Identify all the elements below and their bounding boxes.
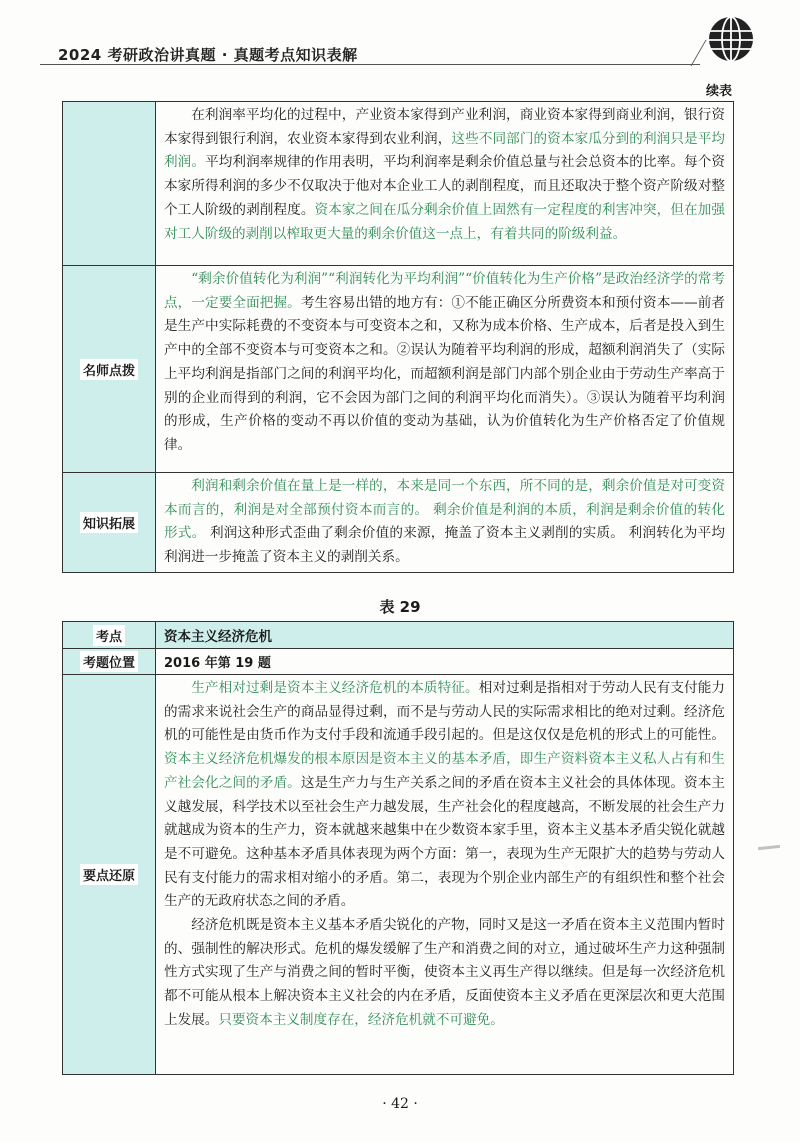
table-row: [63, 473, 734, 573]
highlighted-text: 生产相对过剩是资本主义经济危机的本质特征。: [191, 680, 479, 696]
body-text: 经济危机既是资本主义基本矛盾尖锐化的产物，同时又是这一矛盾在资本主义范围内暂时的、强制性的解决形式。危机的爆发缓解了生产和消费之间的对立，通过破坏生产力这种强制性方式实现了生产与消费之间的暂时平衡，使资本主义再生产得以继续。但是每一次经济危机都不可能从根本上解决资本主义社会的内在矛盾，反面使资本主义矛盾在更深层次和更大范围上发展。: [164, 917, 725, 1028]
row-label: 考题位置: [63, 649, 156, 675]
header-title: 2024 考研政治讲真题 · 真题考点知识表解: [58, 46, 358, 64]
highlighted-text: 这些不同部门的资本家瓜分到的利润只是平均利润。: [164, 130, 726, 171]
row-label-empty: [63, 102, 156, 266]
knowledge-extension-text: [156, 473, 734, 573]
header-rule-slant: [690, 40, 706, 66]
continued-label: 续表: [705, 84, 732, 99]
highlighted-text: “剩余价值转化为利润”“利润转化为平均利润”“价值转化为生产价格”是政治经济学的常考点，一定要全面把握。: [164, 271, 725, 311]
body-text: 考生容易出错的地方有：①不能正确区分所费资本和预付资本——前者是生产中实际耗费的不变资本与可变资本之和，又称为成本价格、生产成本，后者是投入到生产中的全部不变资本与可变资本之和。②误认为随着平均利润的形成，超额利润消失了（实际上平均利润是指部门之间的利润平均化，而超额利润是部门内部个别企业由于劳动生产率高于别的企业而得到的利润，它不会因为部门之间的利润平均化而消失）。③误认为随着平均利润的形成，生产价格的变动不再以价值的变动为基础，认为价值转化为生产价格否定了价值规律。: [164, 294, 725, 453]
highlighted-text: 只要资本主义制度存在，经济危机就不可避免。: [218, 1011, 504, 1028]
page-header: [0, 0, 800, 70]
table-28-continued: [62, 101, 734, 573]
row-label: 知识拓展: [63, 473, 156, 573]
body-text: 利润这种形式歪曲了剩余价值的来源，掩盖了资本主义剥削的实质。 利润转化为平均利润进一步掩盖了资本主义的剥削关系。: [164, 525, 726, 566]
table-row: [63, 622, 734, 649]
topic-value: 资本主义经济危机: [156, 622, 734, 649]
table-row: [63, 266, 734, 473]
page-number: · 42 ·: [382, 1096, 418, 1112]
teacher-tips-text: [156, 266, 734, 473]
highlighted-text: 资本家之间在瓜分剩余价值上固然有一定程度的利害冲突，但在加强对工人阶级的剥削以榨取更大量的剩余价值这一点上，有着共同的阶级利益。: [164, 201, 726, 242]
exam-position-value: 2016 年第 19 题: [156, 649, 734, 675]
highlighted-text: 利润和剩余价值在量上是一样的，本来是同一个东西，所不同的是，剩余价值是对可变资本而言的，利润是对全部预付资本而言的。: [164, 478, 725, 518]
scan-mark: [758, 845, 780, 850]
table-row: [63, 102, 734, 266]
body-text: 平均利润率规律的作用表明，平均利润率是剩余价值总量与社会总资本的比率。每个资本家所得利润的多少不仅取决于他对本企业工人的剥削程度，而且还取决于整个资产阶级对整个工人阶级的剥削程度。: [164, 154, 726, 218]
body-text: 这是生产力与生产关系之间的矛盾在资本主义社会的具体体现。资本主义越发展，科学技术以至社会生产力越发展，生产社会化的程度越高，不断发展的社会生产力就越成为资本的生产力，资本就越来越集中在少数资本家手里，资本主义基本矛盾尖锐化就越是不可避免。这种基本矛盾具体表现为两个方面：第一，表现为生产无限扩大的趋势与劳动人民有支付能力的需求相对缩小的矛盾。第二，表现为个别企业内部生产的有组织性和整个社会生产的无政府状态之间的矛盾。: [164, 774, 726, 910]
highlighted-text: 资本主义经济危机爆发的根本原因是资本主义的基本矛盾，即生产资料资本主义私人占有和生产社会化之间的矛盾。: [164, 751, 725, 791]
globe-icon: [706, 14, 756, 64]
row-label: 名师点拨: [63, 266, 156, 473]
row-label: 要点还原: [63, 675, 156, 1075]
table-29: [62, 621, 734, 1075]
table-row: [63, 675, 734, 1075]
key-points-text: [156, 675, 734, 1075]
profit-averaging-text: [156, 102, 734, 266]
table-title: 表 29: [379, 598, 421, 616]
header-rule: [40, 64, 700, 65]
body-text: 在利润率平均化的过程中，产业资本家得到产业利润，商业资本家得到商业利润，银行资本家得到银行利润，农业资本家得到农业利润，: [164, 107, 725, 147]
row-label: 考点: [63, 622, 156, 649]
highlighted-text: 剩余价值是利润的本质，利润是剩余价值的转化形式。: [164, 501, 726, 542]
body-text: 相对过剩是指相对于劳动人民有支付能力的需求来说社会生产的商品显得过剩，而不是与劳动人民的实际需求相比的绝对过剩。经济危机的可能性是由货币作为支付手段和流通手段引起的。但是这仅仅是危机的形式上的可能性。: [164, 680, 726, 744]
table-row: [63, 649, 734, 675]
